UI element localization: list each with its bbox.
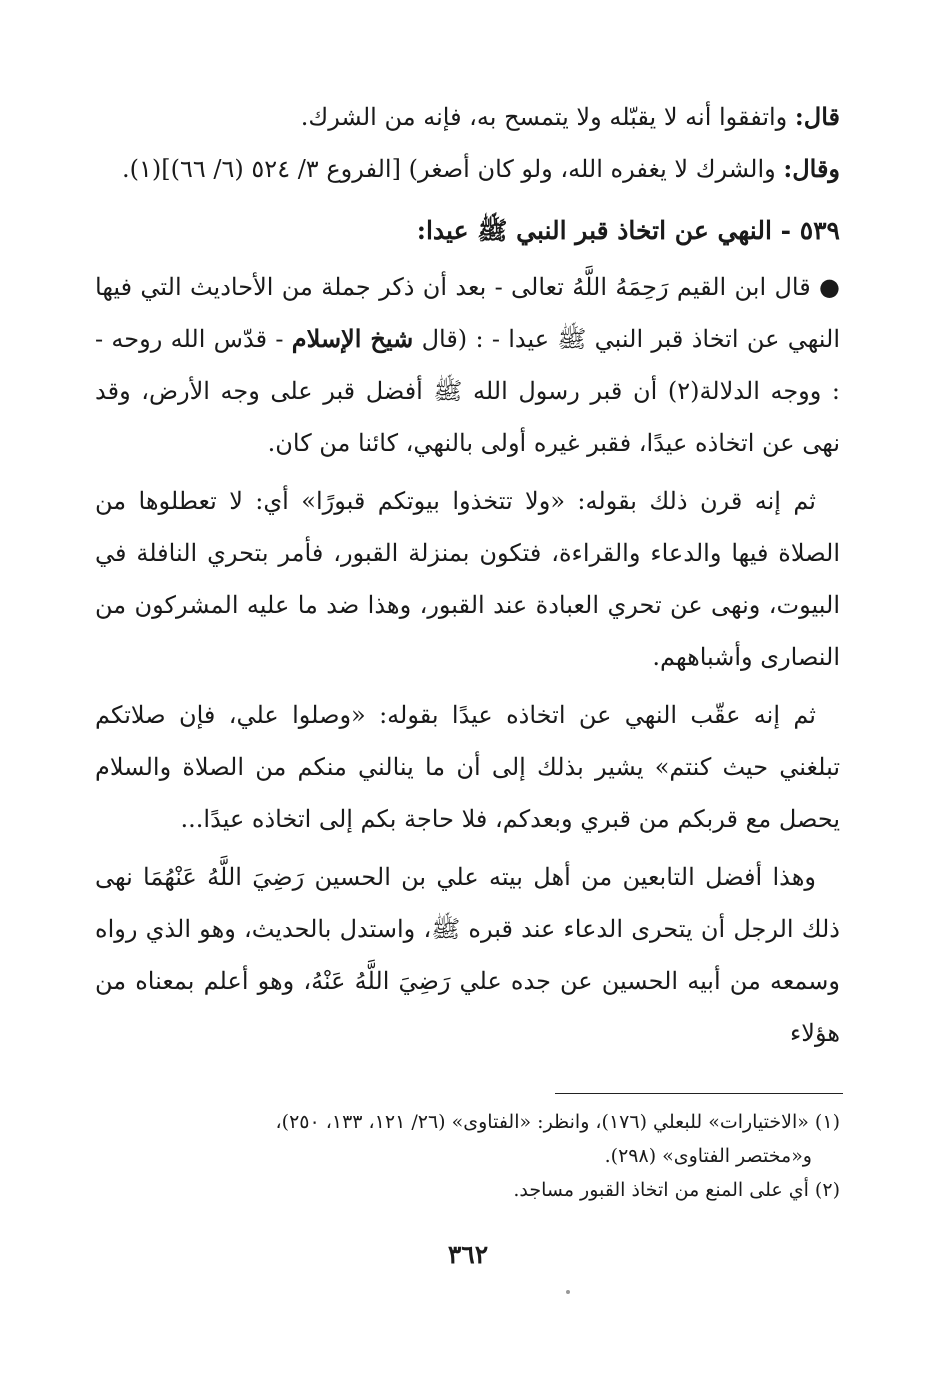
page-number: ٣٦٢ — [447, 1240, 489, 1269]
footnote-1-line-2: و«مختصر الفتاوى» (٢٩٨). — [604, 1145, 812, 1167]
paragraph-1-bold: شيخ الإسلام — [291, 324, 414, 353]
intro-line-2 — [95, 147, 840, 191]
intro-line-2-label: وقال: — [783, 154, 840, 183]
intro-line-2-text: والشرك لا يغفره الله، ولو كان أصغر) [الفروع ٣/ ٥٢٤ (٦/ ٦٦)](١). — [122, 155, 784, 183]
footnote-2: (٢) أي على المنع من اتخاذ القبور مساجد. — [513, 1179, 840, 1201]
intro-line-1-text: واتفقوا أنه لا يقبّله ولا يتمسح به، فإنه من الشرك. — [300, 103, 795, 131]
paragraph-4: وهذا أفضل التابعين من أهل بيته علي بن الحسين رَضِيَ اللَّهُ عَنْهُمَا نهى ذلك الرجل أن يتحرى الدعاء عند قبره ﷺ، واستدل بالحديث، وهو الذي رواه وسمعه من أبيه الحسين عن جده علي رَضِيَ اللَّهُ عَنْهُ، وهو أعلم بمعناه من هؤلاء — [95, 863, 840, 1047]
paragraph-3: ثم إنه عقّب النهي عن اتخاذه عيدًا بقوله: «وصلوا علي، فإن صلاتكم تبلغني حيث كنتم» يشير بذلك إلى أن ما ينالني منكم من الصلاة والسلام يحصل مع قربكم من قبري وبعدكم، فلا حاجة بكم إلى اتخاذه عيدًا... — [95, 701, 840, 833]
footnotes — [95, 1105, 840, 1207]
paragraph-2: ثم إنه قرن ذلك بقوله: «ولا تتخذوا بيوتكم قبورًا» أي: لا تعطلوها من الصلاة فيها والدعاء والقراءة، فتكون بمنزلة القبور، فأمر بتحري النافلة في البيوت، ونهى عن تحري العبادة عند القبور، وهذا ضد ما عليه المشركون من النصارى وأشباههم. — [95, 487, 840, 671]
paragraph-1-part-a: ● قال ابن القيم رَحِمَهُ اللَّهُ تعالى - بعد أن ذكر جملة من الأحاديث التي فيها النهي عن اتخاذ قبر النبي ﷺ عيدا - : (قال — [95, 273, 841, 353]
intro-line-1-label: قال: — [794, 102, 840, 131]
footnote-separator — [555, 1093, 843, 1094]
footnote-1-line-1: (١) «الاختيارات» للبعلي (١٧٦)، وانظر: «الفتاوى» (٢٦/ ١٢١، ١٣٣، ٢٥٠)، — [275, 1111, 840, 1133]
section-heading: ٥٣٩ - النهي عن اتخاذ قبر النبي ﷺ عيدا: — [416, 216, 840, 245]
paragraph-1 — [95, 261, 840, 469]
intro-line-1 — [95, 95, 840, 139]
main-text — [95, 95, 840, 1065]
scan-speck — [566, 1290, 570, 1294]
paragraph-1-part-b: - قدّس الله روحه - : ووجه الدلالة(٢) أن قبر رسول الله ﷺ أفضل قبر على وجه الأرض، وقد نهى عن اتخاذه عيدًا، فقبر غيره أولى بالنهي، كائنا من كان. — [95, 325, 840, 457]
